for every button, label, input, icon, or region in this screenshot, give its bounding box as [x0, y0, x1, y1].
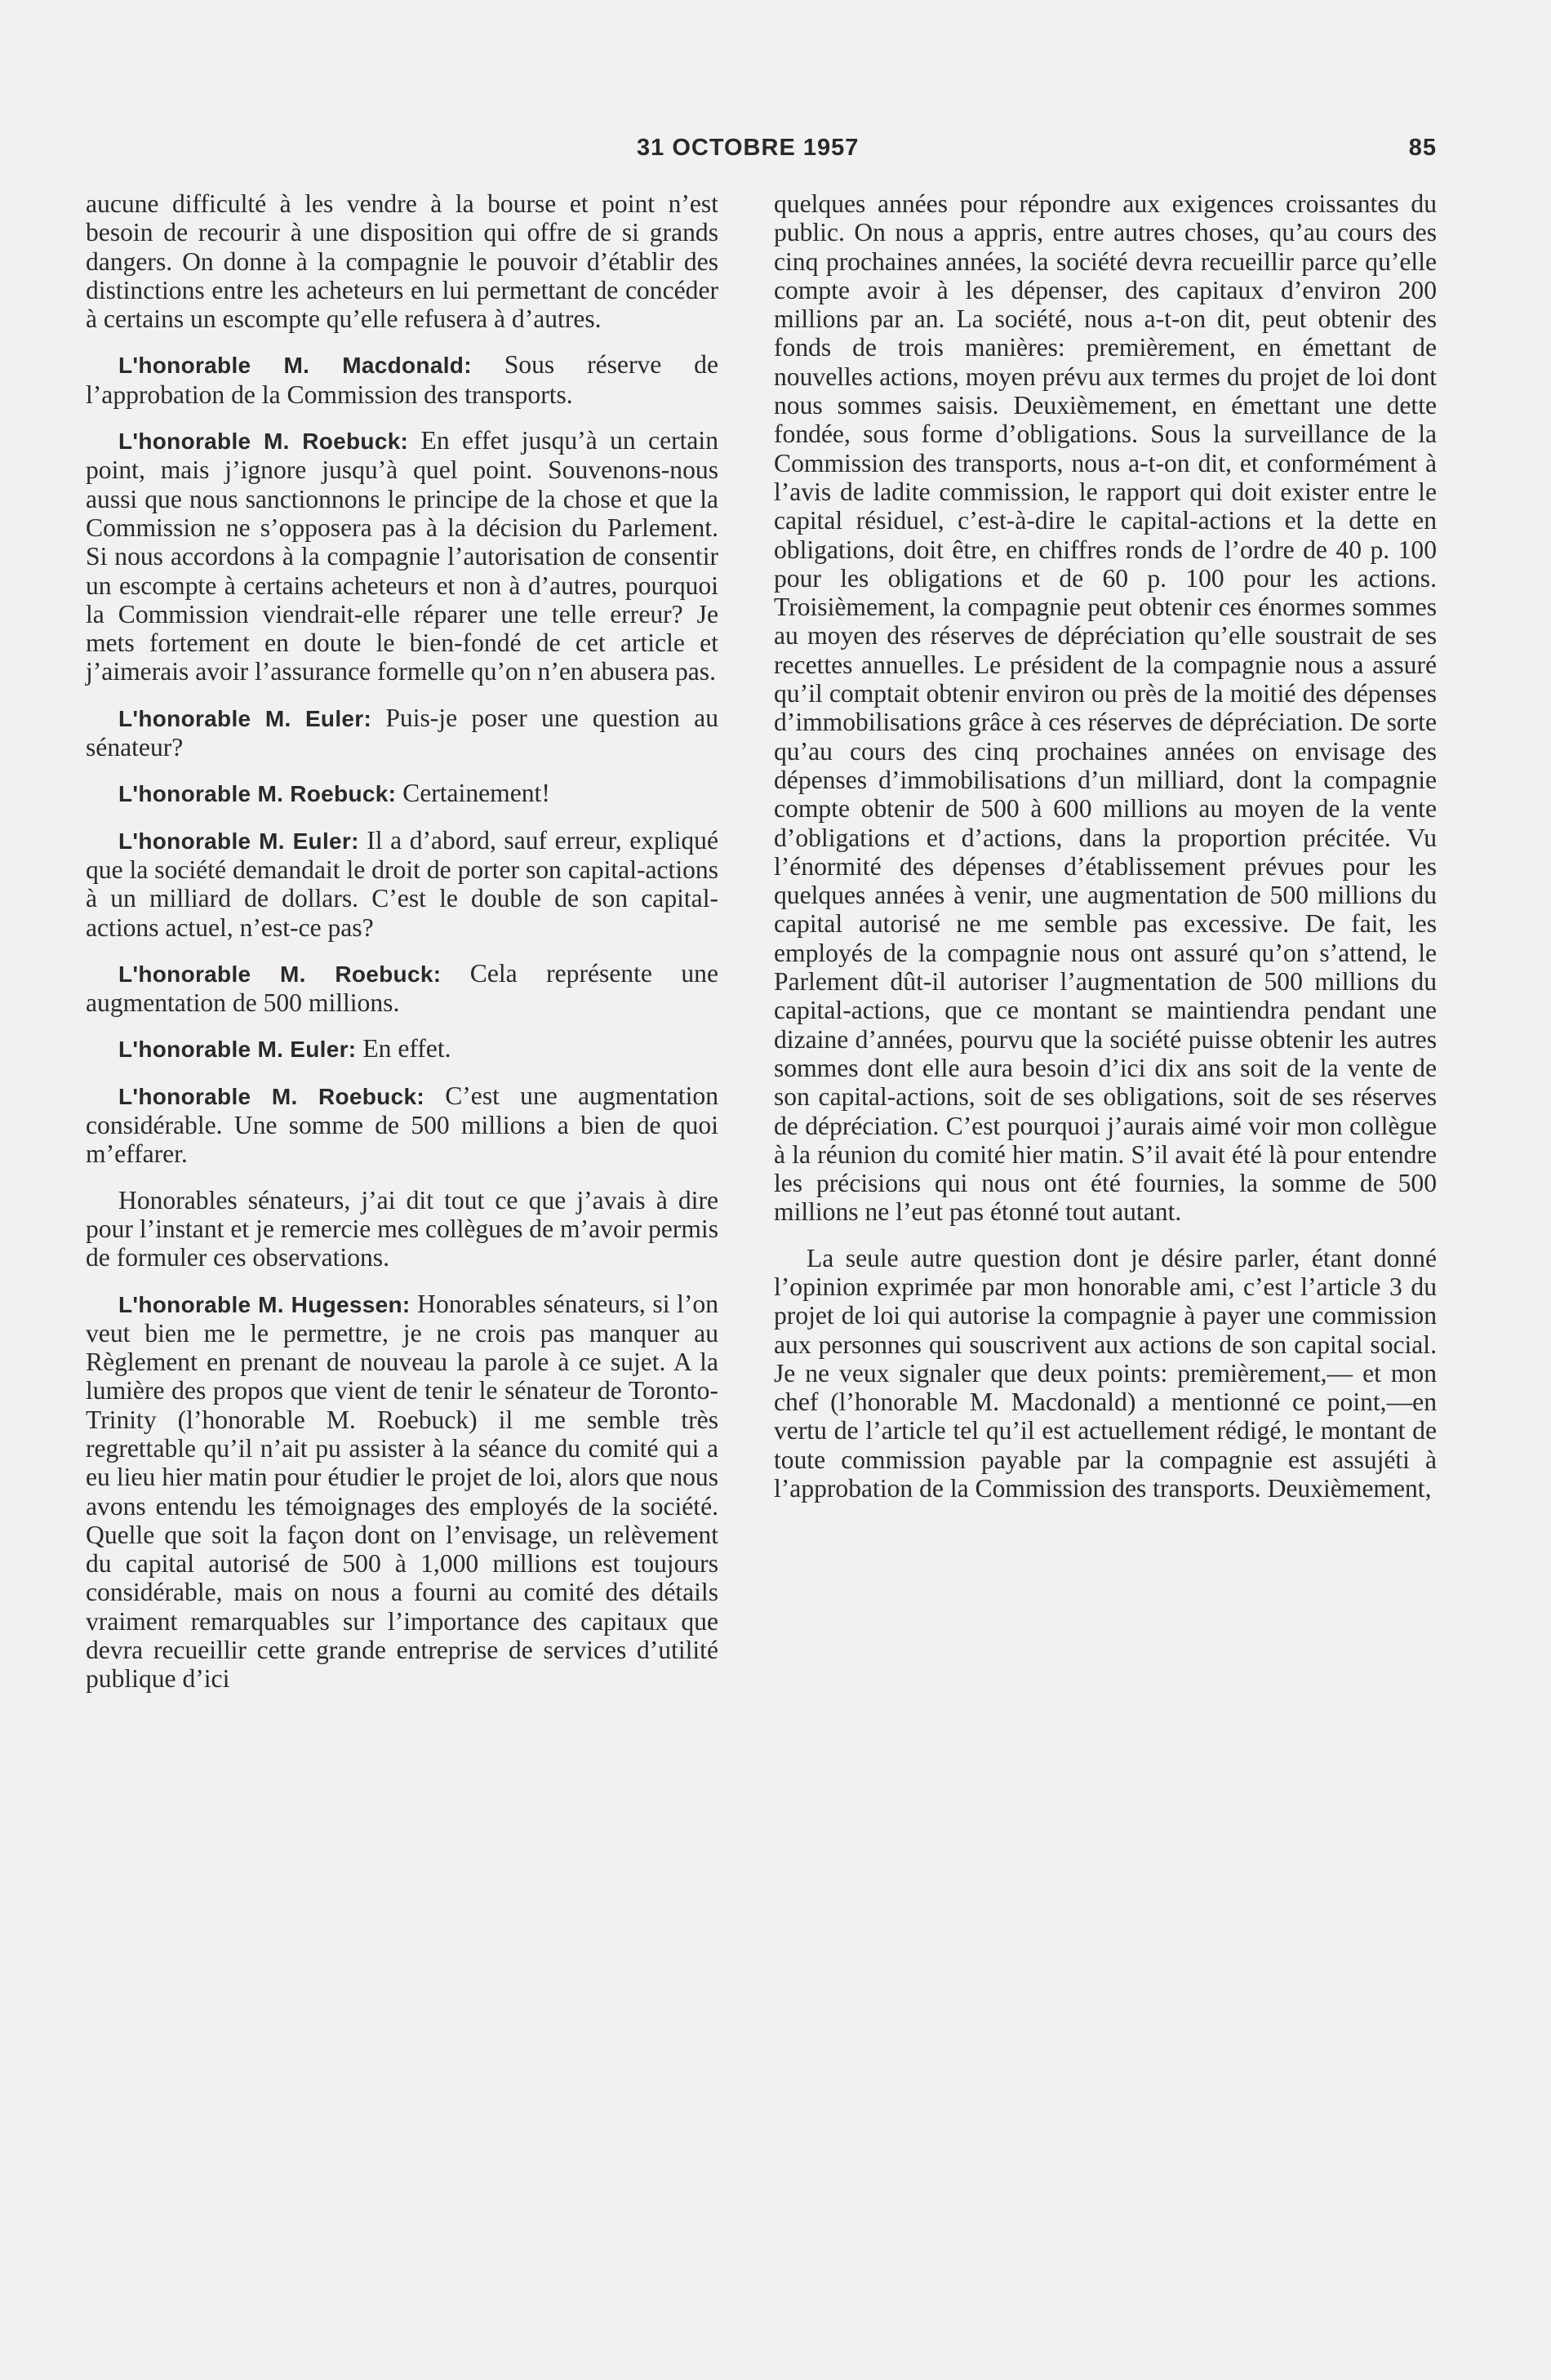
paragraph: L'honorable M. Roebuck: Cela représente une augmentation de 500 millions.: [86, 958, 719, 1018]
paragraph: L'honorable M. Euler: Puis-je poser une question au sénateur?: [86, 703, 719, 762]
page-number: 85: [1408, 135, 1437, 161]
left-column: [86, 189, 718, 1711]
paragraph: L'honorable M. Euler: En effet.: [118, 1034, 451, 1063]
paragraph: L'honorable M. Roebuck: En effet jusqu’à un certain point, mais j’ignore jusqu’à quel point. Souvenons-nous aussi que nous sanctionnons le principe de la chose et que la Commission ne s’opposera pas à la décision du Parlement. Si nous accordons à la compagnie l’autorisation de consentir un escompte à certains acheteurs et non à d’autres, pourquoi la Commission viendrait-elle réparer une telle erreur? Je mets fortement en doute le bien-fondé de cet article et j’aimerais avoir l’assurance formelle qu’on n’en abusera pas.: [86, 426, 718, 686]
speaker-name: L'honorable M. Roebuck:: [118, 1083, 424, 1109]
speaker-name: L'honorable M. Euler:: [118, 828, 359, 854]
paragraph: L'honorable M. Roebuck: C’est une augmentation considérable. Une somme de 500 millions a bien de quoi m’effarer.: [86, 1081, 718, 1169]
speaker-name: L'honorable M. Roebuck:: [118, 428, 409, 455]
paragraph: L'honorable M. Euler: Il a d’abord, sauf erreur, expliqué que la société demandait le droit de porter son capital-actions à un milliard de dollars. C’est le double de son capital-actions actuel, n’est-ce pas?: [86, 825, 718, 942]
paragraph: aucune difficulté à les vendre à la bourse et point n’est besoin de recourir à une disposition qui offre de si grands dangers. On donne à la compagnie le pouvoir d’établir des distinctions entre les acheteurs en lui permettant de concéder à certains un escompte qu’elle refusera à d’autres.: [86, 189, 718, 334]
right-column: [774, 189, 1437, 1520]
header-date: 31 OCTOBRE 1957: [637, 135, 860, 161]
speaker-name: L'honorable M. Hugessen:: [118, 1291, 411, 1317]
paragraph: La seule autre question dont je désire parler, étant donné l’opinion exprimée par mon honorable ami, c’est l’article 3 du projet de loi qui autorise la compagnie à payer une commission aux personnes qui souscrivent aux actions de son capital social. Je ne veux signaler que deux points: premièrement,— et mon chef (l’honorable M. Macdonald) a mentionné ce point,—en vertu de l’article tel qu’il est actuellement rédigé, le montant de toute commission payable par la compagnie est assujéti à l’approbation de la Commission des transports. Deuxièmement,: [774, 1243, 1437, 1503]
speaker-name: L'honorable M. Roebuck:: [118, 961, 442, 987]
page-header: [114, 135, 1437, 171]
paragraph: quelques années pour répondre aux exigences croissantes du public. On nous a appris, entre autres choses, qu’au cours des cinq prochaines années, la société devra recueillir parce qu’elle compte avoir à les dépenser, des capitaux d’environ 200 millions par an. La société, nous a-t-on dit, peut obtenir des fonds de trois manières: premièrement, en émettant de nouvelles actions, moyen prévu aux termes du projet de loi dont nous sommes saisis. Deuxièmement, en émettant une dette fondée, sous forme d’obligations. Sous la surveillance de la Commission des transports, nous a-t-on dit, et conformément à l’avis de ladite commission, le rapport qui doit exister entre le capital résiduel, c’est-à-dire le capital-actions et la dette en obligations, doit être, en chiffres ronds de l’ordre de 40 p. 100 pour les obligations et de 60 p. 100 pour les actions. Troisièmement, la compagnie peut obtenir ces énormes sommes au moyen des réserves de dépréciation qu’elle soustrait de ses recettes annuelles. Le président de la compagnie nous a assuré qu’il comptait obtenir environ ou près de la moitié des dépenses d’immobilisations grâce à ces réserves de dépréciation. De sorte qu’au cours des cinq prochaines années on envisage des dépenses d’immobilisations d’un milliard, dont la compagnie compte obtenir de 500 à 600 millions au moyen de la vente d’obligations et d’actions, dans la proportion précitée. Vu l’énormité des dépenses d’établissement prévues pour les quelques années à venir, une augmentation de 500 millions du capital autorisé ne me semble pas excessive. De fait, les employés de la compagnie nous ont assuré qu’on s’attend, le Parlement dût-il autoriser l’augmentation de 500 millions du capital-actions, que ce montant se maintiendra pendant une dizaine d’années, pourvu que la société puisse obtenir les autres sommes dont elle aura besoin d’ici dix ans soit de la vente de son capital-actions, soit de ses obligations, soit de ses réserves de dépréciation. C’est pourquoi j’aurais aimé voir mon collègue à la réunion du comité hier matin. S’il avait été là pour entendre les précisions qui nous ont été fournies, la somme de 500 millions ne l’eut pas étonné tout autant.: [774, 189, 1437, 1227]
paragraph: L'honorable M. Macdonald: Sous réserve de l’approbation de la Commission des transports.: [86, 350, 718, 409]
paragraph: L'honorable M. Roebuck: Certainement!: [118, 779, 550, 808]
speaker-name: L'honorable M. Roebuck:: [118, 781, 397, 807]
speaker-name: L'honorable M. Euler:: [118, 705, 372, 731]
speaker-name: L'honorable M. Euler:: [118, 1037, 357, 1063]
speaker-name: L'honorable M. Macdonald:: [118, 353, 472, 379]
paragraph: L'honorable M. Hugessen: Honorables sénateurs, si l’on veut bien me le permettre, je ne crois pas manquer au Règlement en prenant de nouveau la parole à ce sujet. A la lumière des propos que vient de tenir le sénateur de Toronto-Trinity (l’honorable M. Roebuck) il me semble très regrettable qu’il n’ait pu assister à la séance du comité qui a eu lieu hier matin pour étudier le projet de loi, alors que nous avons entendu les témoignages des employés de la société. Quelle que soit la façon dont on l’envisage, un relèvement du capital autorisé de 500 à 1,000 millions est toujours considérable, mais on nous a fourni au comité des détails vraiment remarquables sur l’importance des capitaux que devra recueillir cette grande entreprise de services d’utilité publique d’ici: [86, 1289, 719, 1694]
paragraph: Honorables sénateurs, j’ai dit tout ce que j’avais à dire pour l’instant et je remercie mes collègues de m’avoir permis de formuler ces observations.: [86, 1185, 718, 1272]
